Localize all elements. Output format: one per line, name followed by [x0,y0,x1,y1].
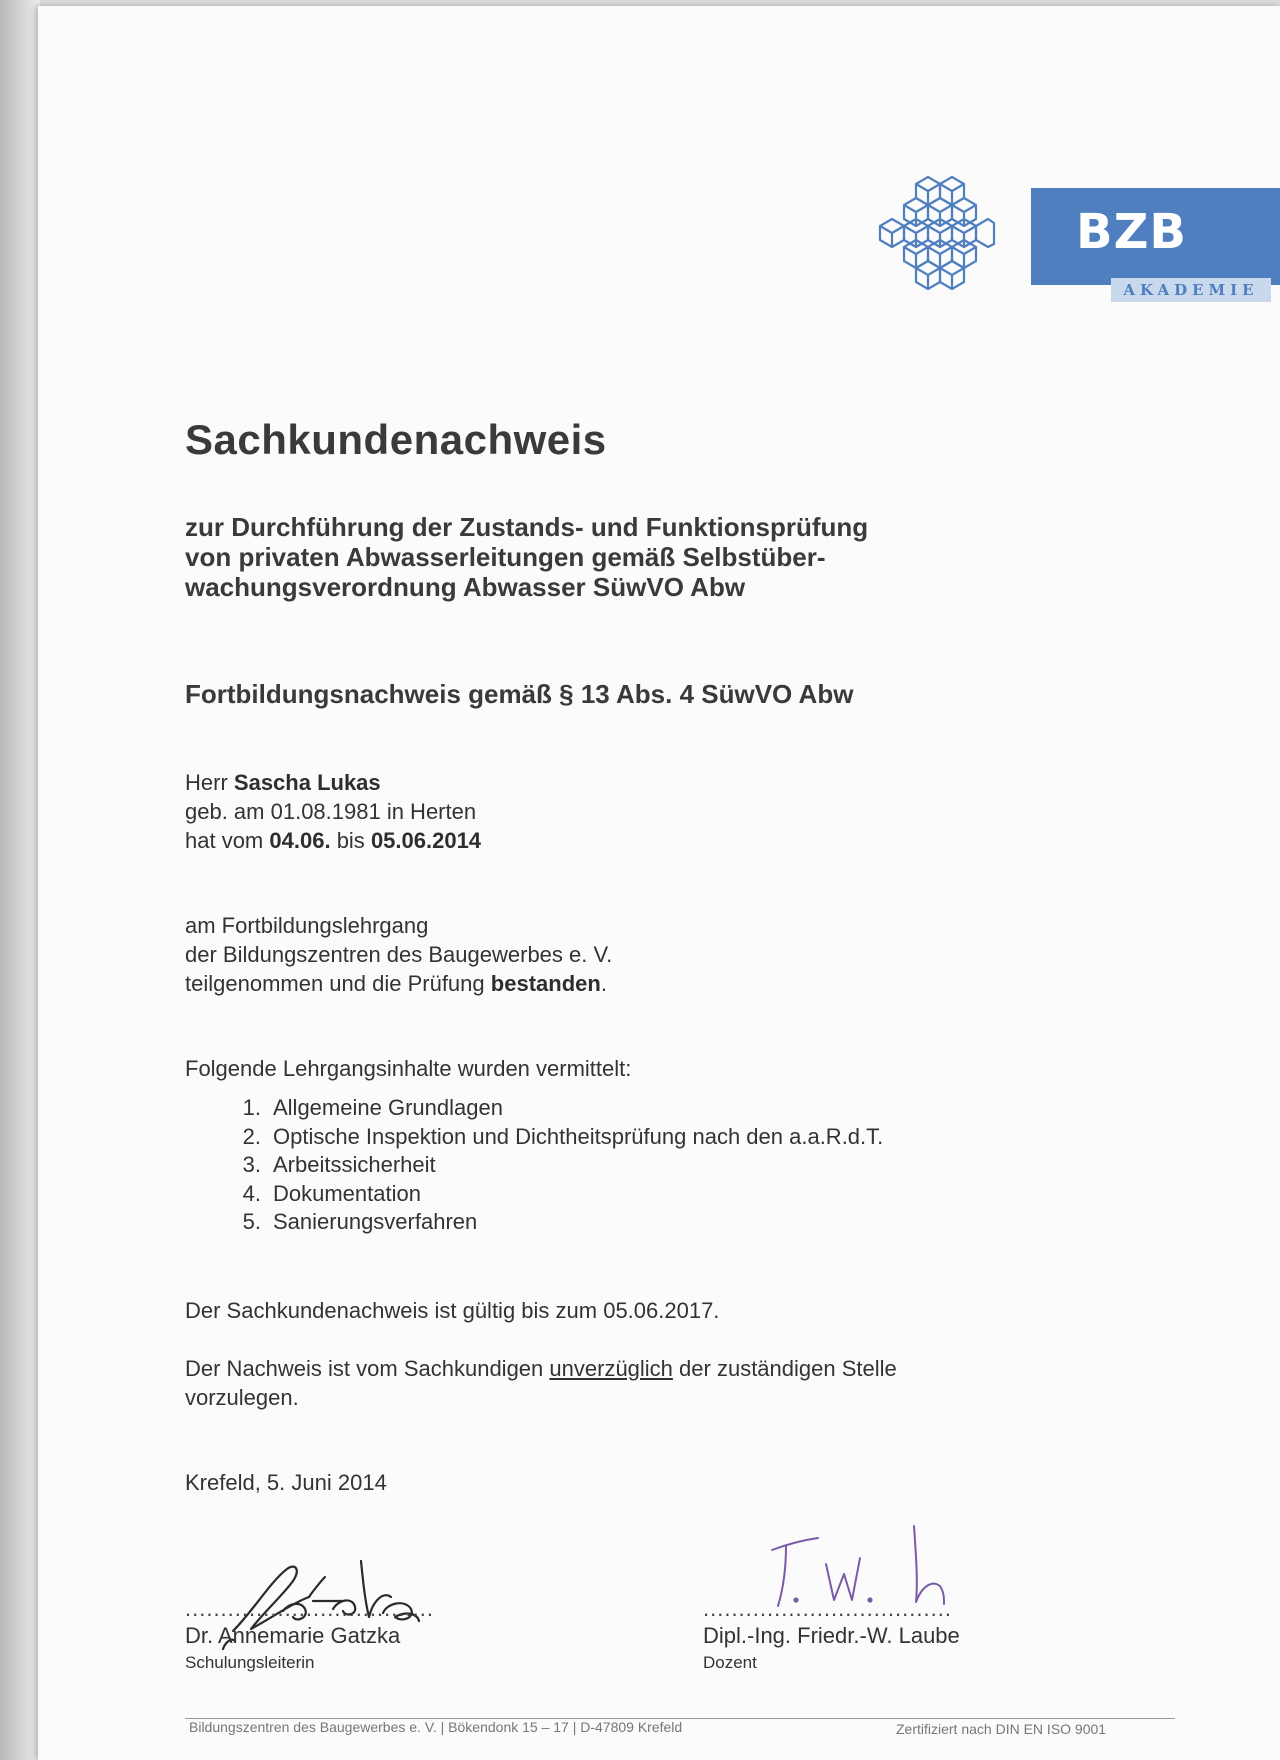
signature-line-left: ................................... [185,1596,434,1621]
person-block [185,768,481,855]
scan-edge-shadow [0,0,40,1760]
course-line-3-suffix: . [600,971,607,996]
list-item-label: Optische Inspektion und Dichtheitsprüfung nach den a.a.R.d.T. [273,1123,884,1149]
course-line-2: der Bildungszentren des Baugewerbes e. V. [185,942,613,967]
notice-line-1 [185,1354,897,1383]
subtitle-line-1: zur Durchführung der Zustands- und Funktionsprüfung [185,512,869,542]
contents-list [213,1094,883,1237]
submission-notice [185,1354,897,1412]
signer-left-name: Dr. Annemarie Gatzka [185,1623,401,1648]
signer-left-role: Schulungsleiterin [185,1653,315,1672]
date-from: 04.06. [269,828,331,853]
list-item [213,1123,883,1152]
signature-line-right: ................................... [703,1596,952,1621]
list-item-number: 1. [242,1095,261,1120]
certificate-sheet [38,6,1280,1760]
notice-line-2: vorzulegen. [185,1385,299,1410]
list-item-number: 4. [242,1180,261,1206]
course-line-3 [185,969,612,998]
contents-intro: Folgende Lehrgangsinhalte wurden vermittelt: [185,1056,632,1081]
certificate-subtitle [185,512,868,602]
page-title: Sachkundenachweis [185,416,607,463]
course-line-1: am Fortbildungslehrgang [185,913,429,938]
course-line-3-prefix: teilgenommen und die Prüfung [185,971,485,996]
notice-suffix: der zuständigen Stelle [679,1356,897,1381]
list-item-number: 5. [242,1209,261,1234]
list-item-label: Sanierungsverfahren [273,1209,478,1234]
person-name: Sascha Lukas [233,770,381,795]
list-item-number: 2. [242,1123,261,1149]
footer-certification: Zertifiziert nach DIN EN ISO 9001 [896,1721,1107,1737]
exam-result: bestanden [490,971,601,996]
list-item [213,1094,883,1123]
subtitle-line-3: wachungsverordnung Abwasser SüwVO Abw [185,572,746,602]
date-to: 05.06.2014 [370,828,482,853]
validity-statement: Der Sachkundenachweis ist gültig bis zum 05.06.2017. [185,1298,720,1323]
cube-cluster-logo-icon [876,174,996,294]
list-item [213,1151,883,1180]
course-dates [185,826,481,855]
list-item-label: Dokumentation [273,1180,421,1206]
notice-emphasis: unverzüglich [549,1356,673,1381]
salutation: Herr [185,770,228,795]
list-item [213,1208,883,1237]
course-block [185,911,612,998]
notice-prefix: Der Nachweis ist vom Sachkundigen [185,1356,544,1381]
signer-right-name: Dipl.-Ing. Friedr.-W. Laube [703,1623,960,1648]
birth-info: geb. am 01.08.1981 in Herten [185,799,477,824]
list-item [213,1180,883,1209]
training-reference: Fortbildungsnachweis gemäß § 13 Abs. 4 SüwVO Abw [185,679,854,709]
list-item-label: Arbeitssicherheit [273,1152,436,1177]
brand-subtitle: AKADEMIE [1111,278,1271,302]
dates-separator: bis [336,828,365,853]
place-and-date: Krefeld, 5. Juni 2014 [185,1470,387,1495]
list-item-label: Allgemeine Grundlagen [273,1095,503,1120]
signer-right-role: Dozent [703,1653,757,1672]
subtitle-line-2: von privaten Abwasserleitungen gemäß Selbstüber- [185,542,826,572]
person-name-line [185,768,481,797]
list-item-number: 3. [242,1152,261,1177]
dates-prefix: hat vom [185,828,264,853]
brand-name: BZB [1076,204,1187,260]
footer-address: Bildungszentren des Baugewerbes e. V. | Bökendonk 15 – 17 | D-47809 Krefeld [189,1719,683,1735]
